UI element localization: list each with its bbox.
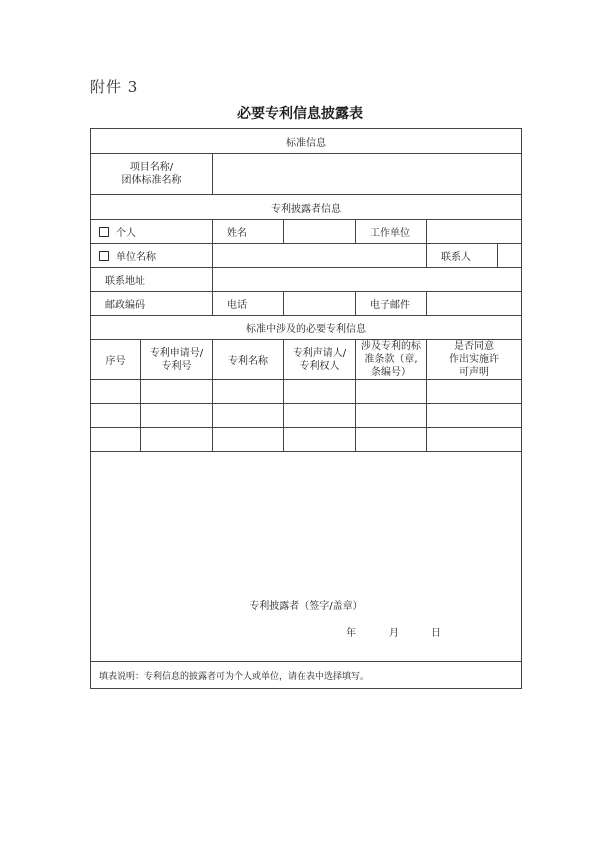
patent-row [91, 428, 522, 452]
license-agreement-cell[interactable] [427, 428, 522, 452]
patent-table-header [91, 340, 522, 380]
clause-line3: 条编号） [371, 367, 411, 378]
contact-field[interactable] [498, 244, 522, 268]
organization-checkbox[interactable] [99, 251, 109, 261]
project-row [91, 154, 522, 195]
postcode-row [91, 292, 522, 316]
organization-row [91, 244, 522, 268]
patent-info-section: 标准中涉及的必要专利信息 [91, 316, 522, 340]
seq-header: 序号 [91, 340, 141, 380]
patent-row [91, 404, 522, 428]
applicant-line1: 专利声请人/ [292, 347, 347, 359]
address-label: 联系地址 [91, 268, 213, 292]
day-label: 日 [431, 628, 441, 639]
contact-label: 联系人 [427, 244, 498, 268]
patent-name-header: 专利名称 [213, 340, 284, 380]
standard-info-header-row [91, 129, 522, 154]
name-label: 姓名 [213, 220, 284, 244]
application-no-cell[interactable] [141, 428, 213, 452]
postcode-label: 邮政编码 [91, 292, 213, 316]
month-label: 月 [389, 628, 399, 639]
applicant-cell[interactable] [284, 404, 356, 428]
clause-line1: 涉及专利的标 [361, 341, 421, 352]
clause-line2: 准条款（章, [364, 354, 418, 365]
patent-row [91, 380, 522, 404]
email-label: 电子邮件 [356, 292, 427, 316]
year-label: 年 [346, 628, 356, 639]
app-no-line1: 专利申请号/ [149, 347, 204, 359]
license-agreement-cell[interactable] [427, 380, 522, 404]
clause-header [356, 340, 427, 380]
signature-area[interactable] [91, 452, 522, 662]
standard-info-section: 标准信息 [91, 129, 522, 154]
agree-line2: 作出实施许 [449, 354, 499, 365]
name-field[interactable] [284, 220, 356, 244]
applicant-cell[interactable] [284, 428, 356, 452]
applicant-cell[interactable] [284, 380, 356, 404]
individual-checkbox[interactable] [99, 227, 109, 237]
email-field[interactable] [427, 292, 522, 316]
application-no-cell[interactable] [141, 404, 213, 428]
workplace-label: 工作单位 [356, 220, 427, 244]
application-no-header [141, 340, 213, 380]
workplace-field[interactable] [427, 220, 522, 244]
application-no-cell[interactable] [141, 380, 213, 404]
disclosure-form [90, 128, 522, 689]
agree-line1: 是否同意 [454, 341, 494, 352]
seq-cell[interactable] [91, 380, 141, 404]
project-label-line1: 项目名称/ [129, 162, 174, 173]
patent-name-cell[interactable] [213, 428, 284, 452]
seq-cell[interactable] [91, 428, 141, 452]
phone-field[interactable] [284, 292, 356, 316]
clause-cell[interactable] [356, 404, 427, 428]
discloser-info-section: 专利披露者信息 [91, 195, 522, 220]
patent-name-cell[interactable] [213, 380, 284, 404]
fill-instructions: 填表说明：专利信息的披露者可为个人或单位，请在表中选择填写。 [91, 662, 522, 689]
clause-cell[interactable] [356, 428, 427, 452]
patent-info-header-row [91, 316, 522, 340]
organization-option[interactable] [91, 244, 213, 268]
individual-row [91, 220, 522, 244]
signature-row [91, 452, 522, 662]
discloser-info-header-row [91, 195, 522, 220]
organization-label: 单位名称 [116, 252, 156, 263]
clause-cell[interactable] [356, 380, 427, 404]
app-no-line2: 专利号 [161, 360, 192, 372]
project-name-field[interactable] [213, 154, 522, 195]
license-agreement-header [427, 340, 522, 380]
project-label-line2: 团体标准名称 [121, 175, 182, 186]
address-row [91, 268, 522, 292]
project-name-label [91, 154, 213, 195]
seq-cell[interactable] [91, 404, 141, 428]
organization-name-field[interactable] [213, 244, 427, 268]
patent-name-cell[interactable] [213, 404, 284, 428]
phone-label: 电话 [213, 292, 284, 316]
signer-label: 专利披露者（签字/盖章） [249, 601, 363, 612]
note-row [91, 662, 522, 689]
applicant-header [284, 340, 356, 380]
attachment-label: 附件 3 [90, 78, 139, 96]
applicant-line2: 专利权人 [299, 360, 340, 372]
form-title: 必要专利信息披露表 [237, 106, 363, 122]
license-agreement-cell[interactable] [427, 404, 522, 428]
agree-line3: 可声明 [459, 367, 489, 378]
individual-label: 个人 [116, 228, 136, 239]
address-field[interactable] [213, 268, 522, 292]
individual-option[interactable] [91, 220, 213, 244]
